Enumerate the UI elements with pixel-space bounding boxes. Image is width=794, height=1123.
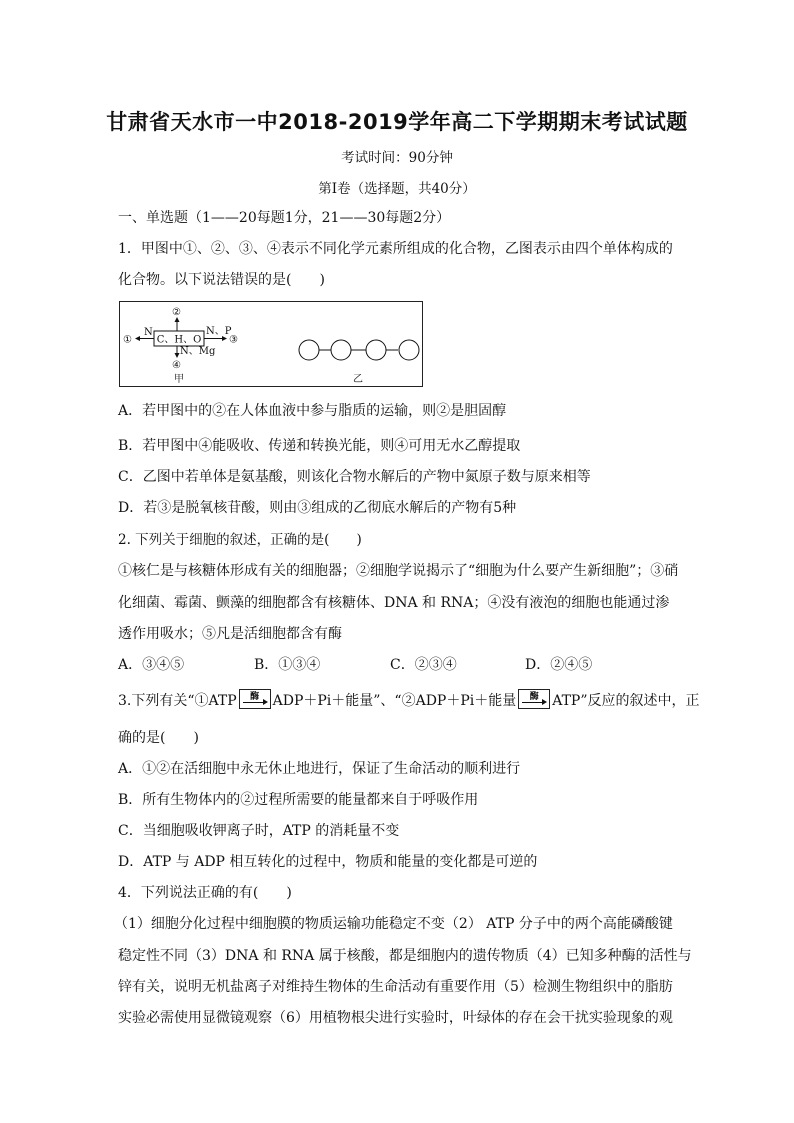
center-box-label: C、H、O xyxy=(156,334,202,346)
q1-stem-line1: 1．甲图中①、②、③、④表示不同化学元素所组成的化合物，乙图表示由四个单体构成的 xyxy=(118,241,673,257)
down-arrow-label: N、Mg xyxy=(180,346,216,357)
left-arrow-label: N xyxy=(144,327,153,338)
part-heading: 一、单选题（1——20每题1分，21——30每题2分） xyxy=(118,210,451,226)
enzyme-arrow-icon xyxy=(518,689,550,709)
compound-3: ③ xyxy=(229,334,238,346)
q2-option-c: C．②③④ xyxy=(390,657,457,673)
page-title: 甘肃省天水市一中2018-2019学年高二下学期期末考试试题 xyxy=(106,110,688,134)
q1-option-d: D．若③是脱氧核苷酸，则由③组成的乙彻底水解后的产物有5种 xyxy=(118,500,517,516)
q1-figure xyxy=(119,301,423,387)
exam-time: 考试时间：90分钟 xyxy=(341,150,453,166)
q4-line4: 实验必需使用显微镜观察（6）用植物根尖进行实验时，叶绿体的存在会干扰实验现象的观 xyxy=(118,1010,673,1026)
q3-stem-part1: 3.下列有关“①ATP xyxy=(118,693,237,709)
q1-stem-line2: 化合物。以下说法错误的是( ) xyxy=(118,272,325,288)
enzyme-label: 酶 xyxy=(250,692,260,702)
q3-stem-part3: ATP”反应的叙述中，正 xyxy=(552,693,700,709)
q4-line1: （1）细胞分化过程中细胞膜的物质运输功能稳定不变（2） ATP 分子中的两个高能磷酸键 xyxy=(114,916,673,932)
monomer-circle xyxy=(299,340,319,360)
q1-option-c: C．乙图中若单体是氨基酸，则该化合物水解后的产物中氮原子数与原来相等 xyxy=(118,469,591,485)
q2-option-b: B．①③④ xyxy=(254,657,321,673)
right-arrow-label: N、P xyxy=(206,326,232,337)
q1-option-b: B．若甲图中④能吸收、传递和转换光能，则④可用无水乙醇提取 xyxy=(118,438,521,454)
q4-stem: 4．下列说法正确的有( ) xyxy=(118,885,292,901)
q4-line3: 锌有关，说明无机盐离子对维持生物体的生命活动有重要作用（5）检测生物组织中的脂肪 xyxy=(118,979,673,995)
q3-stem-line1 xyxy=(118,689,700,710)
enzyme-label: 酶 xyxy=(529,692,539,702)
q1-figure-svg xyxy=(120,302,424,388)
q3-option-b: B．所有生物体内的②过程所需要的能量都来自于呼吸作用 xyxy=(118,792,479,808)
section-heading: 第Ⅰ卷（选择题，共40分） xyxy=(318,181,476,197)
monomer-circle xyxy=(366,340,386,360)
q3-stem-line2: 确的是( ) xyxy=(118,730,199,746)
compound-4: ④ xyxy=(172,360,181,371)
monomer-circle xyxy=(399,340,419,360)
q3-option-a: A．①②在活细胞中永无休止地进行，保证了生命活动的顺利进行 xyxy=(118,761,521,777)
figure-label-jia: 甲 xyxy=(174,374,184,385)
compound-1: ① xyxy=(123,334,132,346)
enzyme-arrow-icon xyxy=(239,689,271,709)
q3-stem-part2: ADP＋Pi＋能量”、“②ADP＋Pi＋能量 xyxy=(272,693,517,709)
q2-option-a: A．③④⑤ xyxy=(118,657,185,673)
q1-option-a: A．若甲图中的②在人体血液中参与脂质的运输，则②是胆固醇 xyxy=(118,403,507,419)
q3-option-c: C．当细胞吸收钾离子时，ATP 的消耗量不变 xyxy=(118,823,400,839)
compound-2: ② xyxy=(172,307,181,318)
q2-body-line2: 化细菌、霉菌、颤藻的细胞都含有核糖体、DNA 和 RNA；④没有液泡的细胞也能通过渗 xyxy=(118,595,670,611)
figure-label-yi: 乙 xyxy=(353,374,363,385)
monomer-circle xyxy=(331,340,351,360)
q2-body-line1: ①核仁是与核糖体形成有关的细胞器；②细胞学说揭示了“细胞为什么要产生新细胞”；③硝 xyxy=(118,563,679,579)
q4-line2: 稳定性不同（3）DNA 和 RNA 属于核酸，都是细胞内的遗传物质（4）已知多种酶的活性与 xyxy=(118,948,692,964)
q3-option-d: D．ATP 与 ADP 相互转化的过程中，物质和能量的变化都是可逆的 xyxy=(118,854,538,870)
q2-option-d: D．②④⑤ xyxy=(525,657,593,673)
q2-body-line3: 透作用吸水；⑤凡是活细胞都含有酶 xyxy=(118,626,342,642)
q2-stem: 2. 下列关于细胞的叙述，正确的是( ) xyxy=(118,532,362,548)
